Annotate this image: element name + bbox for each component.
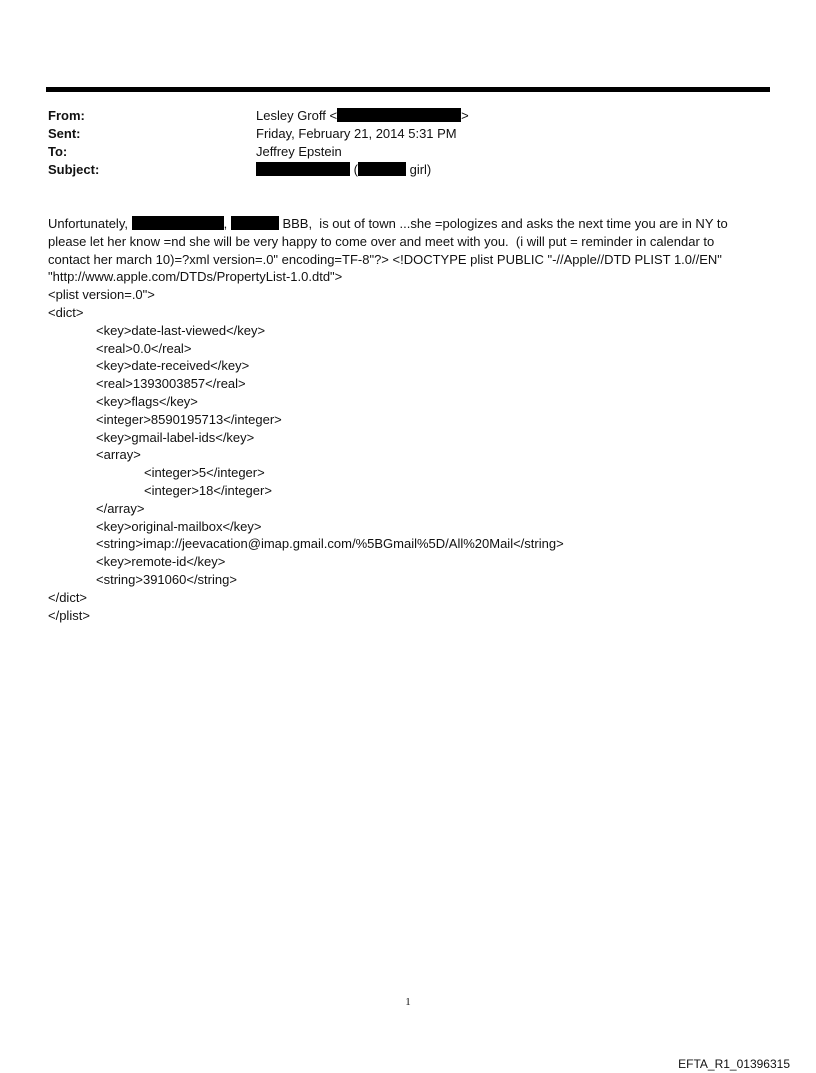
from-name: Lesley Groff < [256, 108, 338, 123]
from-close: > [461, 108, 469, 123]
plist-line: </plist> [48, 607, 90, 623]
plist-line: <key>date-last-viewed</key> [96, 322, 266, 338]
plist-line: <plist version=.0"> [48, 287, 155, 303]
plist-line: <real>1393003857</real> [96, 376, 246, 392]
plist-line: <integer>18</integer> [144, 482, 272, 498]
plist-line: </dict> [48, 589, 88, 605]
plist-line: <key>date-received</key> [96, 358, 250, 374]
plist-line: <key>flags</key> [96, 393, 198, 409]
redaction-box [132, 216, 224, 230]
redaction-box [337, 108, 461, 122]
redaction-box [358, 162, 406, 176]
plist-line: <string>imap://jeevacation@imap.gmail.com/%5BGmail%5D/All%20Mail</string> [96, 536, 564, 552]
subject-paren-open: ( [353, 162, 358, 177]
header-rule [46, 87, 770, 92]
plist-line: <key>remote-id</key> [96, 554, 226, 570]
plist-line: <key>original-mailbox</key> [96, 518, 262, 534]
email-body [48, 215, 768, 624]
plist-line: <array> [96, 447, 141, 463]
body-text: BBB, is out of town ...she =pologizes and asks the next time you are in NY to [278, 216, 728, 231]
body-line: contact her march 10)=?xml version=.0" encoding=TF-8"?> <!DOCTYPE plist PUBLIC "-//Apple//DTD PLIST 1.0//EN" [48, 251, 722, 267]
from-value [256, 107, 469, 125]
body-text: , [223, 216, 228, 231]
subject-value [256, 161, 431, 179]
redaction-box [231, 216, 279, 230]
body-line [48, 215, 768, 233]
to-value: Jeffrey Epstein [256, 144, 342, 159]
plist-line: <key>gmail-label-ids</key> [96, 429, 255, 445]
plist-line: </array> [96, 500, 145, 516]
plist-line: <real>0.0</real> [96, 340, 192, 356]
plist-line: <integer>8590195713</integer> [96, 411, 282, 427]
redaction-box [256, 162, 350, 176]
subject-tail: girl) [409, 162, 432, 177]
body-line: "http://www.apple.com/DTDs/PropertyList-1.0.dtd"> [48, 269, 343, 285]
bates-number: EFTA_R1_01396315 [678, 1057, 790, 1071]
subject-label: Subject: [48, 162, 100, 177]
page-number: 1 [405, 996, 411, 1008]
sent-value: Friday, February 21, 2014 5:31 PM [256, 126, 457, 141]
from-label: From: [48, 108, 85, 123]
plist-line: <dict> [48, 304, 84, 320]
to-label: To: [48, 144, 68, 159]
plist-line: <integer>5</integer> [144, 465, 265, 481]
sent-label: Sent: [48, 126, 81, 141]
body-line: please let her know =nd she will be very happy to come over and meet with you. (i will put = reminder in calendar to [48, 233, 715, 249]
plist-line: <string>391060</string> [96, 571, 237, 587]
body-text: Unfortunately, [48, 216, 128, 231]
